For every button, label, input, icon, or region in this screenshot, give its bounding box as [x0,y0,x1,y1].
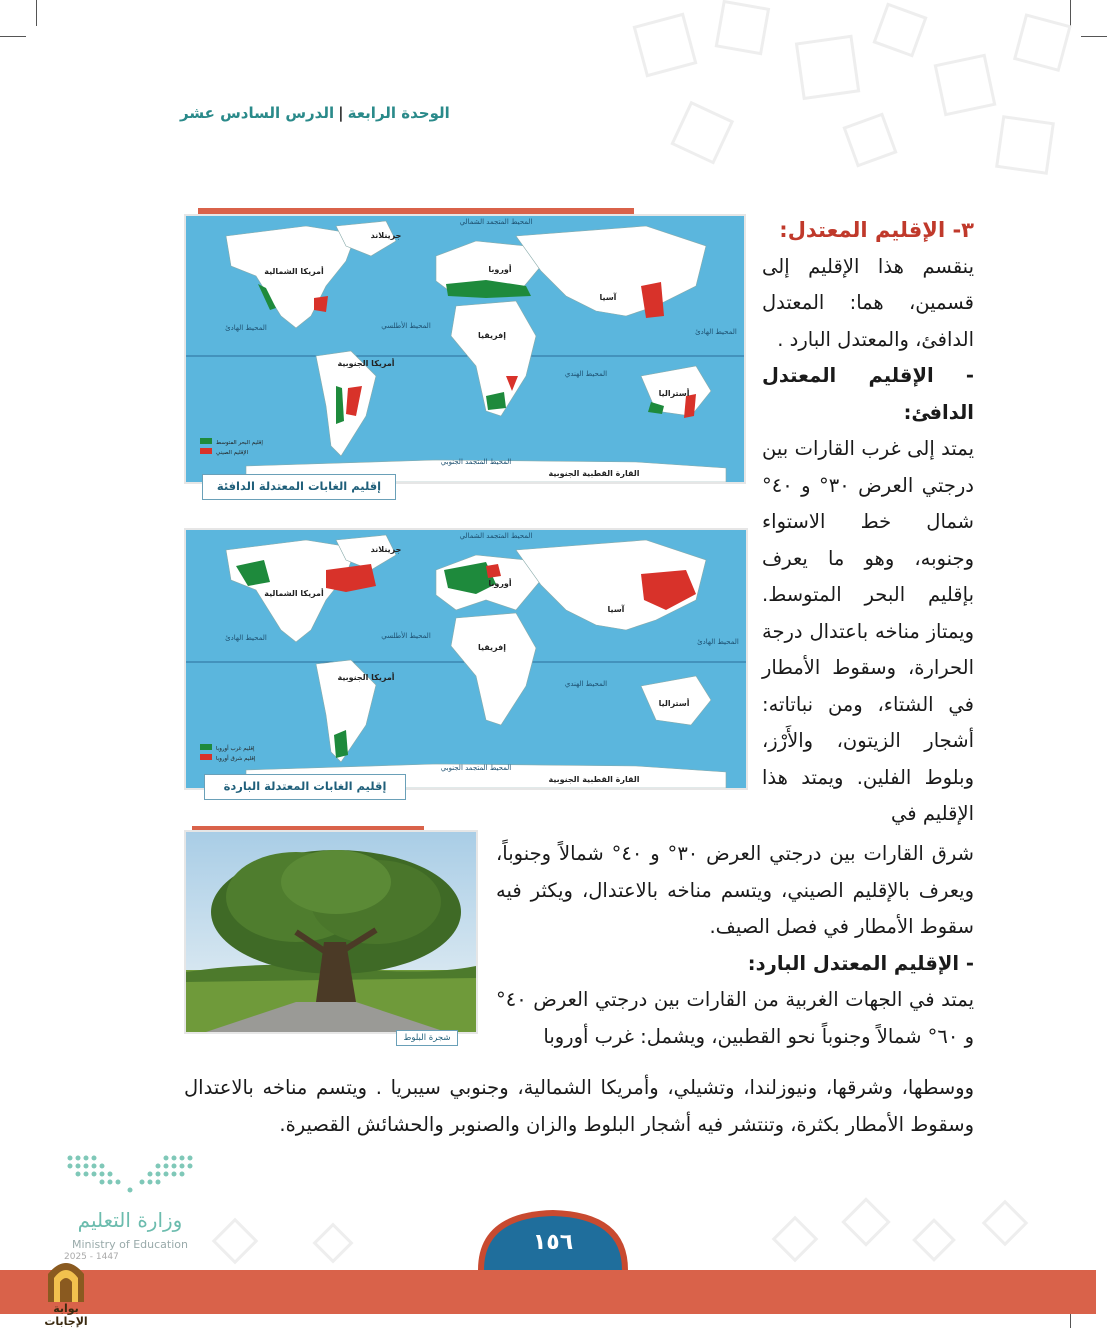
section-title: ٣- الإقليم المعتدل: [779,218,974,242]
map2-svg [186,530,746,788]
background-pattern [620,0,1107,200]
map1-legend-item: الإقليم الصيني [216,450,249,456]
lesson-label: الدرس السادس عشر [180,104,335,122]
oak-tree-image [186,832,476,1032]
page-number: ١٥٦ [532,1230,574,1255]
map2-label-europe: أوروبا [488,579,512,588]
ministry-dots-icon [60,1150,200,1200]
map2-label-pacific-right: المحيط الهادئ [697,638,739,646]
map2-label-asia: آسيا [607,605,625,614]
map2-cold-temperate [184,528,748,790]
warm-text: يمتد إلى غرب القارات بين درجتي العرض ٣٠° و ٤٠° شمال خط الاستواء وجنوبه، وهو ما يعرف بإقليم البحر المتوسط. ويمتاز مناخه باعتدال درجة الحرارة، وسقوط الأمطار في الشتاء، ومن نباتاته: أشجار الزيتون، والأَرْز، وبلوط الفلين. ويمتد هذا الإقليم في [762,437,974,825]
section-intro: ينقسم هذا الإقليم إلى قسمين، هما: المعتدل الدافئ، والمعتدل البارد . [762,254,974,351]
map2-label-atlantic: المحيط الأطلسي [381,632,431,640]
header-separator: | [338,104,344,122]
map1-label-australia: أستراليا [658,389,690,398]
crop-mark [36,0,37,26]
map2-label-antarctica: القارة القطبية الجنوبية [548,775,640,784]
cold-text-continued: ووسطها، وشرقها، ونيوزلندا، وتشيلي، وأمريكا الشمالية، وجنوبي سيبريا . ويتسم مناخه بالاعتدال وسقوط الأمطار بكثرة، وتنتشر فيه أشجار البلوط والزان والصنوبر والحشائش القصيرة. [184,1076,974,1136]
map2-label-indian: المحيط الهندي [564,680,608,688]
text-column-right [762,212,974,833]
map2-label-north-america: أمريكا الشمالية [264,589,324,598]
warm-text-continued: شرق القارات بين درجتي العرض ٣٠° و ٤٠° شمالاً وجنوباً، ويعرف بالإقليم الصيني، ويتسم مناخه بالاعتدال، ويكثر فيه سقوط الأمطار في فصل الصيف. [496,842,974,938]
map1-label-atlantic: المحيط الأطلسي [381,322,431,330]
unit-label: الوحدة الرابعة [347,104,450,122]
map1-label-africa: إفريقيا [478,331,506,340]
warm-title: - الإقليم المعتدل الدافئ: [762,364,974,424]
map2-label-australia: أستراليا [658,699,690,708]
text-column-middle [496,836,974,1055]
map1-label-antarctica: القارة القطبية الجنوبية [548,469,640,478]
text-column-bottom [184,1070,974,1143]
map2-legend-item: إقليم شرق أوروبا [216,756,256,762]
ministry-name-en: Ministry of Education [71,1238,188,1251]
answers-portal-badge [30,1256,102,1328]
map1-label-south-america: أمريكا الجنوبية [337,359,395,368]
oak-tree-photo [184,830,478,1034]
map1-svg [186,216,744,482]
map2-label-south-america: أمريكا الجنوبية [337,673,395,682]
cold-title: - الإقليم المعتدل البارد: [747,951,974,975]
map1-caption: إقليم الغابات المعتدلة الدافئة [202,474,396,500]
map1-label-indian: المحيط الهندي [564,370,608,378]
map1-label-pacific-right: المحيط الهادئ [695,328,737,336]
photo-caption: شجرة البلوط [396,1030,458,1046]
map1-legend-item: إقليم البحر المتوسط [216,440,263,446]
map2-label-greenland: جرينلاند [370,545,402,554]
ministry-name-ar: وزارة التعليم [77,1208,183,1232]
map1-label-north-america: أمريكا الشمالية [264,267,324,276]
portal-arch-icon [30,1256,102,1302]
map1-label-pacific-left: المحيط الهادئ [225,324,267,332]
map2-label-pacific-left: المحيط الهادئ [225,634,267,642]
map1-label-greenland: جرينلاند [370,231,402,240]
map1-label-southern-ocean: المحيط المتجمد الجنوبي [440,458,512,466]
map2-label-arctic: المحيط المتجمد الشمالي [459,532,533,540]
footer-pattern [200,1196,1060,1270]
crop-mark [0,36,26,37]
cold-text: يمتد في الجهات الغربية من القارات بين درجتي العرض ٤٠° و ٦٠° شمالاً وجنوباً نحو القطبين، ويشمل: غرب أوروبا [496,988,974,1048]
map2-label-africa: إفريقيا [478,643,506,652]
ministry-logo [60,1150,210,1262]
map1-label-europe: أوروبا [488,265,512,274]
map1-label-arctic: المحيط المتجمد الشمالي [459,218,533,226]
ministry-year: 2025 - 1447 [64,1252,119,1262]
map2-caption: إقليم الغابات المعتدلة الباردة [204,774,406,800]
answers-portal-label: بوابة الإجابات [44,1302,88,1328]
map2-label-southern-ocean: المحيط المتجمد الجنوبي [440,764,512,772]
map1-warm-temperate [184,214,746,484]
unit-lesson-header [180,104,460,122]
map2-legend-item: إقليم غرب أوروبا [216,746,255,752]
map1-label-asia: آسيا [599,293,617,302]
